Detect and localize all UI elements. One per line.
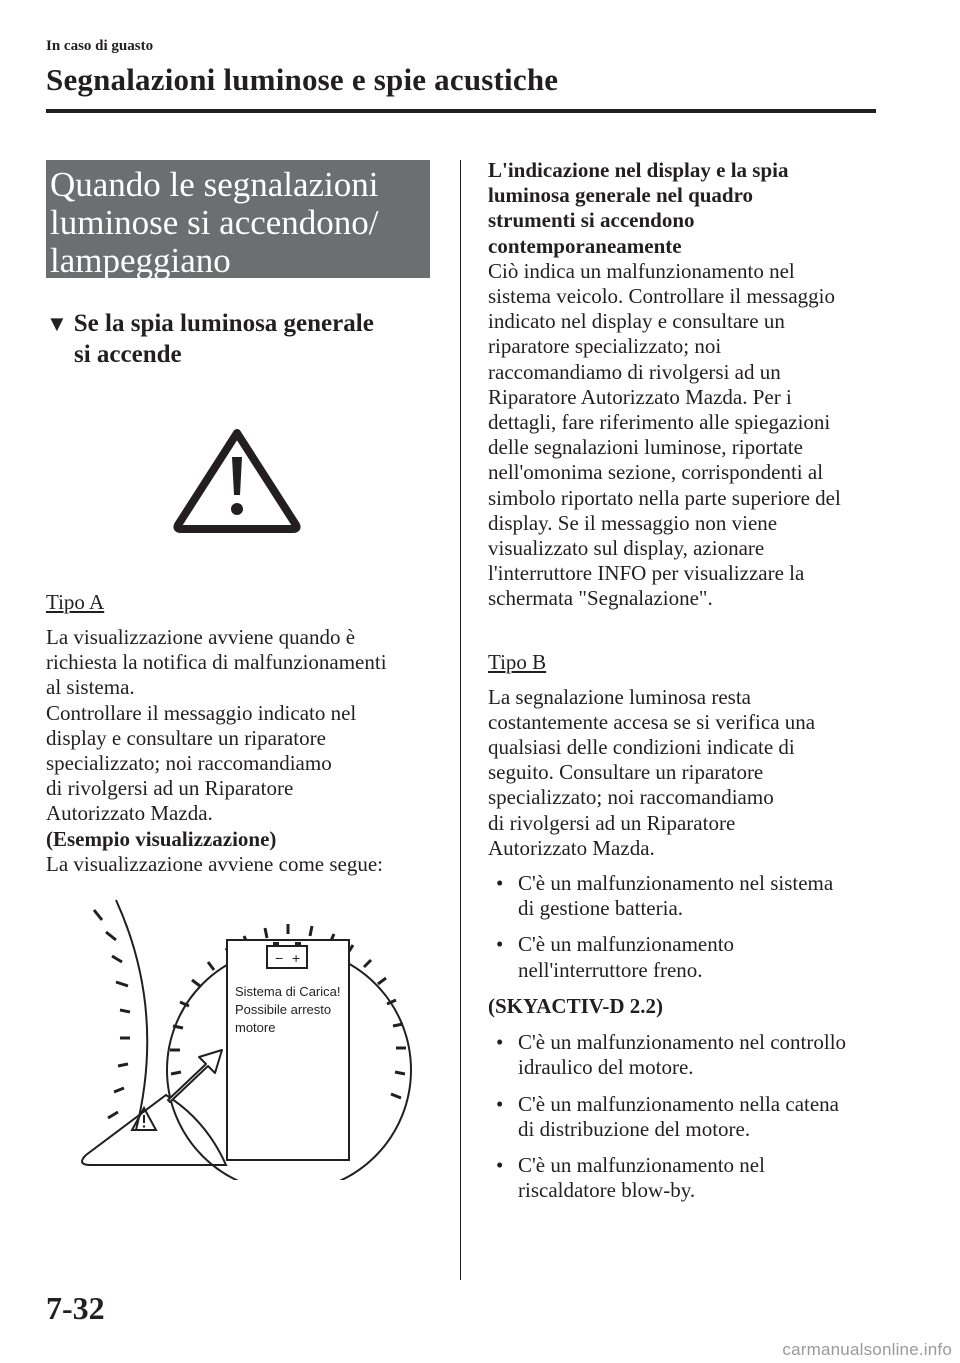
section-heading-box [46, 160, 430, 278]
type-a-paragraph [46, 625, 446, 877]
list-item [488, 871, 888, 921]
type-b-paragraph [488, 685, 888, 861]
text-line: C'è un malfunzionamento [518, 932, 735, 957]
text-line: specializzato; noi raccomandiamo [488, 785, 774, 810]
text-line: richiesta la notifica di malfunzionamenti [46, 650, 387, 675]
text-line: di gestione batteria. [518, 896, 684, 921]
text-line: seguito. Consultare un riparatore [488, 760, 764, 785]
instrument-cluster-illustration [46, 890, 430, 1180]
bullet-list [488, 1030, 888, 1203]
page-number: 7-32 [46, 1290, 105, 1326]
text-line: Controllare il messaggio indicato nel [46, 700, 357, 725]
list-item [488, 1092, 888, 1142]
right-column [488, 158, 888, 1214]
text-line: nell'omonima sezione, corrispondenti al [488, 460, 824, 485]
page-title: Segnalazioni luminose e spie acustiche [46, 62, 559, 97]
text-line: Ciò indica un malfunzionamento nel [488, 258, 795, 283]
text-line: indicato nel display e consultare un [488, 309, 785, 334]
subsection-heading [46, 308, 374, 370]
heading-line: contemporaneamente [488, 233, 682, 258]
text-line: C'è un malfunzionamento nella catena [518, 1091, 839, 1116]
display-message-line: motore [235, 1020, 276, 1035]
text-line: di distribuzione del motore. [518, 1116, 751, 1141]
text-line: qualsiasi delle condizioni indicate di [488, 735, 795, 760]
text-line: C'è un malfunzionamento nel sistema [518, 871, 834, 896]
example-text: La visualizzazione avviene come segue: [46, 851, 384, 876]
text-line: riparatore specializzato; noi [488, 334, 722, 359]
text-line: C'è un malfunzionamento nel controllo [518, 1030, 847, 1055]
text-line: display. Se il messaggio non viene [488, 510, 778, 535]
example-heading: (Esempio visualizzazione) [46, 826, 277, 851]
list-item [488, 1030, 888, 1080]
section-title-line: lampeggiano [50, 241, 231, 280]
title-rule [46, 109, 876, 113]
left-column [46, 590, 446, 877]
breadcrumb: In caso di guasto [46, 38, 154, 54]
text-line: costantemente accesa se si verifica una [488, 709, 816, 734]
text-line: idraulico del motore. [518, 1055, 694, 1080]
text-line: dettagli, fare riferimento alle spiegazioni [488, 410, 831, 435]
bullet-icon: • [496, 1152, 504, 1177]
text-line: l'interruttore INFO per visualizzare la [488, 561, 805, 586]
type-a-label: Tipo A [46, 590, 105, 614]
text-line: raccomandiamo di rivolgersi ad un [488, 359, 781, 384]
bullet-icon: • [496, 871, 504, 896]
text-line: simbolo riportato nella parte superiore del [488, 485, 841, 510]
text-line: C'è un malfunzionamento nel [518, 1152, 765, 1177]
display-paragraph [488, 259, 888, 612]
text-line: delle segnalazioni luminose, riportate [488, 435, 803, 460]
text-line: al sistema. [46, 675, 135, 700]
pointer-arrow-icon [168, 1050, 222, 1102]
type-b-label: Tipo B [488, 649, 547, 674]
text-line: La visualizzazione avviene quando è [46, 625, 356, 649]
section-title-line: luminose si accendono/ [50, 203, 379, 242]
bullet-icon: • [496, 1030, 504, 1055]
text-line: specializzato; noi raccomandiamo [46, 751, 332, 776]
list-item [488, 932, 888, 982]
section-title-line: Quando le segnalazioni [50, 165, 379, 204]
subsection-title-line: si accende [74, 341, 182, 368]
battery-plus: + [292, 950, 301, 966]
text-line: nell'interruttore freno. [518, 957, 703, 982]
heading-line: strumenti si accendono [488, 208, 695, 233]
text-line: di rivolgersi ad un Riparatore [46, 776, 294, 801]
bullet-icon: • [496, 932, 504, 957]
text-line: di rivolgersi ad un Riparatore [488, 810, 736, 835]
display-message-line: Possibile arresto [235, 1002, 332, 1017]
triangle-marker-icon: ▼ [46, 311, 68, 336]
text-line: display e consultare un riparatore [46, 725, 326, 750]
battery-minus: − [275, 950, 284, 966]
heading-line: luminosa generale nel quadro [488, 183, 754, 208]
text-line: La segnalazione luminosa resta [488, 684, 751, 709]
master-warning-icon [170, 425, 304, 535]
text-line: schermata "Segnalazione". [488, 586, 713, 611]
heading-line: L'indicazione nel display e la spia [488, 158, 789, 182]
text-line: Riparatore Autorizzato Mazda. Per i [488, 384, 792, 409]
text-line: Autorizzato Mazda. [46, 801, 213, 826]
display-heading [488, 158, 888, 259]
display-message-line: Sistema di Carica! [235, 984, 341, 999]
text-line: riscaldatore blow-by. [518, 1178, 696, 1203]
left-gauge-ticks [94, 910, 130, 1118]
engine-heading: (SKYACTIV-D 2.2) [488, 993, 664, 1018]
subsection-title-line: Se la spia luminosa generale [73, 310, 374, 337]
bullet-icon: • [496, 1091, 504, 1116]
bullet-list [488, 871, 888, 983]
text-line: visualizzato sul display, azionare [488, 536, 765, 561]
text-line: Autorizzato Mazda. [488, 835, 655, 860]
text-line: sistema veicolo. Controllare il messaggio [488, 284, 836, 309]
column-divider [460, 160, 461, 1280]
watermark: carmanualsonline.info [782, 1340, 952, 1359]
list-item [488, 1153, 888, 1203]
